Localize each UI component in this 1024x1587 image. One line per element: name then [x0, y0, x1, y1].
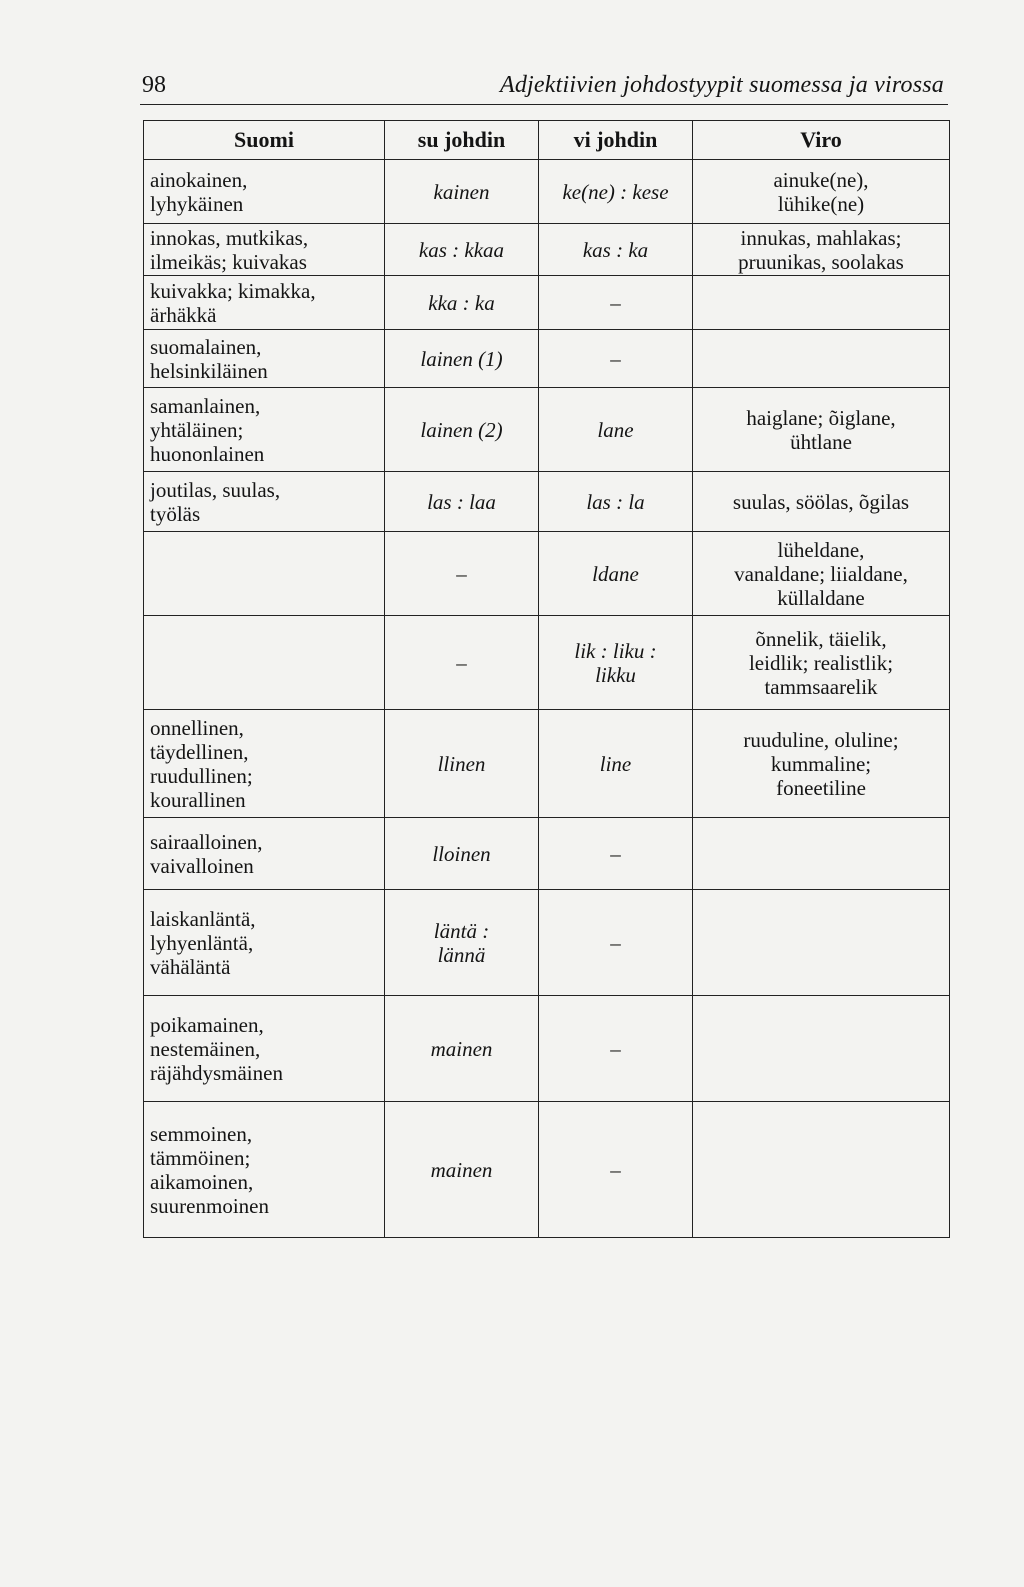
- cell-viro: [693, 1102, 950, 1238]
- cell-line: ke(ne) : kese: [562, 179, 669, 204]
- cell-line: kainen: [433, 179, 490, 204]
- cell-su: [385, 532, 539, 616]
- cell-line: likku: [595, 662, 636, 687]
- cell-su: [385, 996, 539, 1102]
- cell-line: sairaalloinen,: [150, 829, 263, 854]
- cell-suomi: [144, 710, 385, 818]
- cell-viro: [693, 818, 950, 890]
- cell-line: työläs: [150, 501, 201, 526]
- cell-suomi: [144, 532, 385, 616]
- cell-line: lyhyenläntä,: [150, 930, 254, 955]
- cell-su: [385, 160, 539, 224]
- cell-suomi: [144, 330, 385, 388]
- cell-viro: [693, 330, 950, 388]
- cell-line: –: [456, 650, 467, 675]
- column-header-vi-johdin: vi johdin: [539, 121, 693, 160]
- cell-su: [385, 388, 539, 472]
- cell-line: lännä: [437, 942, 486, 967]
- table-row: [144, 818, 950, 890]
- cell-line: aikamoinen,: [150, 1169, 254, 1194]
- table-body: [144, 160, 950, 1238]
- cell-line: lyhykäinen: [150, 191, 244, 216]
- cell-su: [385, 818, 539, 890]
- table-row: [144, 276, 950, 330]
- table-row: [144, 388, 950, 472]
- cell-suomi: [144, 616, 385, 710]
- cell-line: räjähdysmäinen: [150, 1060, 283, 1085]
- cell-line: poikamainen,: [150, 1012, 264, 1037]
- table-row: [144, 616, 950, 710]
- cell-su: [385, 616, 539, 710]
- cell-viro: [693, 616, 950, 710]
- cell-su: [385, 224, 539, 276]
- cell-line: lühike(ne): [777, 191, 865, 216]
- cell-line: pruunikas, soolakas: [738, 249, 904, 274]
- cell-line: vaivalloinen: [150, 853, 254, 878]
- cell-vi: [539, 330, 693, 388]
- cell-line: kuivakka; kimakka,: [150, 278, 316, 303]
- cell-su: [385, 1102, 539, 1238]
- cell-line: foneetiline: [776, 775, 866, 800]
- column-header-viro: Viro: [693, 121, 950, 160]
- cell-line: ärhäkkä: [150, 302, 217, 327]
- cell-vi: [539, 160, 693, 224]
- table-row: [144, 890, 950, 996]
- cell-line: lloinen: [432, 841, 491, 866]
- cell-line: suulas, söölas, õgilas: [732, 489, 910, 514]
- cell-line: haiglane; õiglane,: [746, 405, 896, 430]
- cell-line: innokas, mutkikas,: [150, 225, 309, 250]
- cell-su: [385, 890, 539, 996]
- cell-line: ruuduline, oluline;: [743, 727, 899, 752]
- cell-line: mainen: [430, 1036, 493, 1061]
- table-row: [144, 224, 950, 276]
- cell-line: lainen (1): [420, 346, 503, 371]
- cell-line: ldane: [592, 561, 639, 586]
- cell-line: ainokainen,: [150, 167, 248, 192]
- cell-line: –: [610, 930, 621, 955]
- cell-line: ruudullinen;: [150, 763, 253, 788]
- cell-vi: [539, 996, 693, 1102]
- cell-line: lane: [597, 417, 634, 442]
- running-title: Adjektiivien johdostyypit suomessa ja virossa: [499, 72, 944, 98]
- cell-vi: [539, 890, 693, 996]
- cell-line: laiskanläntä,: [150, 906, 256, 931]
- cell-line: küllaldane: [777, 585, 865, 610]
- cell-line: helsinkiläinen: [150, 358, 268, 383]
- cell-line: täydellinen,: [150, 739, 249, 764]
- cell-line: kas : kkaa: [418, 237, 505, 262]
- cell-su: [385, 330, 539, 388]
- cell-suomi: [144, 996, 385, 1102]
- cell-line: onnellinen,: [150, 715, 244, 740]
- cell-vi: [539, 388, 693, 472]
- cell-vi: [539, 276, 693, 330]
- cell-vi: [539, 818, 693, 890]
- cell-line: tammsaarelik: [764, 674, 878, 699]
- cell-su: [385, 472, 539, 532]
- cell-line: kourallinen: [150, 787, 246, 812]
- cell-suomi: [144, 224, 385, 276]
- cell-suomi: [144, 388, 385, 472]
- cell-line: lüheldane,: [777, 537, 865, 562]
- table-row: [144, 160, 950, 224]
- cell-line: –: [610, 1036, 621, 1061]
- cell-line: õnnelik, täielik,: [755, 626, 887, 651]
- cell-line: tämmöinen;: [150, 1145, 251, 1170]
- page-header: [140, 72, 948, 105]
- cell-suomi: [144, 276, 385, 330]
- cell-line: suurenmoinen: [150, 1193, 269, 1218]
- cell-line: las : la: [586, 489, 645, 514]
- cell-line: las : laa: [427, 489, 496, 514]
- table-row: [144, 710, 950, 818]
- cell-viro: [693, 710, 950, 818]
- table-row: [144, 330, 950, 388]
- cell-line: kas : ka: [582, 237, 649, 262]
- cell-line: leidlik; realistlik;: [748, 650, 894, 675]
- cell-line: –: [610, 290, 621, 315]
- cell-vi: [539, 472, 693, 532]
- cell-line: semmoinen,: [150, 1121, 253, 1146]
- table-row: [144, 472, 950, 532]
- suffix-comparison-table: [143, 120, 950, 1238]
- cell-vi: [539, 616, 693, 710]
- cell-line: lainen (2): [420, 417, 503, 442]
- cell-viro: [693, 276, 950, 330]
- cell-line: line: [599, 751, 632, 776]
- cell-viro: [693, 388, 950, 472]
- cell-line: vähäläntä: [150, 954, 231, 979]
- cell-vi: [539, 224, 693, 276]
- cell-line: mainen: [430, 1157, 493, 1182]
- cell-line: joutilas, suulas,: [150, 477, 281, 502]
- cell-line: samanlainen,: [150, 393, 261, 418]
- cell-viro: [693, 996, 950, 1102]
- cell-line: suomalainen,: [150, 334, 262, 359]
- cell-suomi: [144, 818, 385, 890]
- cell-suomi: [144, 472, 385, 532]
- cell-viro: [693, 532, 950, 616]
- cell-line: kummaline;: [770, 751, 872, 776]
- cell-line: nestemäinen,: [150, 1036, 261, 1061]
- cell-line: –: [610, 841, 621, 866]
- cell-line: –: [456, 561, 467, 586]
- cell-vi: [539, 710, 693, 818]
- cell-line: huononlainen: [150, 441, 265, 466]
- table-row: [144, 996, 950, 1102]
- cell-line: ainuke(ne),: [773, 167, 869, 192]
- cell-line: –: [610, 346, 621, 371]
- cell-suomi: [144, 160, 385, 224]
- cell-viro: [693, 160, 950, 224]
- cell-vi: [539, 532, 693, 616]
- cell-suomi: [144, 1102, 385, 1238]
- cell-su: [385, 710, 539, 818]
- cell-line: yhtäläinen;: [150, 417, 244, 442]
- page-number: 98: [142, 72, 166, 98]
- cell-line: ühtlane: [790, 429, 852, 454]
- cell-su: [385, 276, 539, 330]
- cell-line: vanaldane; liialdane,: [734, 561, 908, 586]
- cell-line: lik : liku :: [574, 638, 657, 663]
- cell-viro: [693, 472, 950, 532]
- cell-viro: [693, 224, 950, 276]
- table-row: [144, 532, 950, 616]
- table-header-row: [144, 121, 950, 160]
- column-header-su-johdin: su johdin: [385, 121, 539, 160]
- column-header-suomi: Suomi: [144, 121, 385, 160]
- cell-line: kka : ka: [428, 290, 495, 315]
- cell-suomi: [144, 890, 385, 996]
- cell-viro: [693, 890, 950, 996]
- cell-line: innukas, mahlakas;: [740, 225, 902, 250]
- table-row: [144, 1102, 950, 1238]
- cell-line: läntä :: [433, 918, 490, 943]
- cell-vi: [539, 1102, 693, 1238]
- cell-line: ilmeikäs; kuivakas: [150, 249, 307, 274]
- cell-line: –: [610, 1157, 621, 1182]
- cell-line: llinen: [437, 751, 486, 776]
